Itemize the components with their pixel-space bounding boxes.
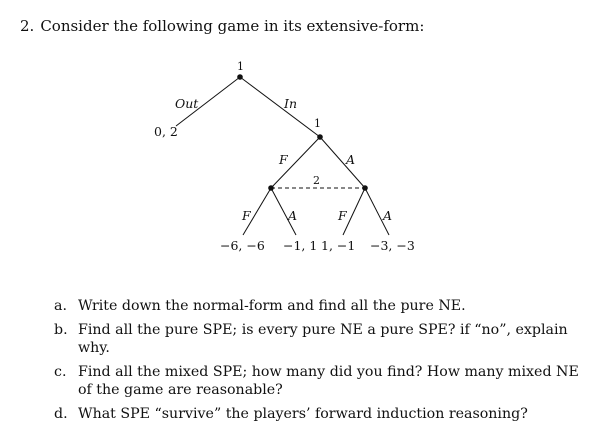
root-node: [237, 74, 243, 80]
info-node-right: [362, 185, 368, 191]
part-text: What SPE “survive” the players’ forward induction reasoning?: [78, 406, 528, 422]
part-label: b.: [54, 322, 68, 338]
payoff-out: 0, 2: [154, 124, 178, 139]
action-left-f-label: F: [242, 208, 251, 223]
payoff-af: 1, −1: [321, 238, 356, 253]
part-b: [54, 321, 584, 357]
part-d: [54, 405, 584, 423]
edge-second-a: [320, 137, 365, 188]
action-out-label: Out: [175, 96, 199, 111]
second-node: [317, 134, 323, 140]
root-player-label: 1: [237, 60, 244, 73]
second-player-label: 1: [314, 117, 321, 130]
action-second-a-label: A: [346, 152, 356, 167]
part-label: c.: [54, 364, 67, 380]
action-right-a-label: A: [383, 208, 393, 223]
question-text: Consider the following game in its extensive-form:: [40, 17, 425, 35]
info-set-player-label: 2: [313, 174, 320, 187]
part-label: a.: [54, 298, 67, 314]
part-a: [54, 297, 584, 315]
part-label: d.: [54, 406, 68, 422]
question-parts: [54, 297, 584, 429]
action-in-label: In: [284, 96, 297, 111]
payoff-ff: −6, −6: [220, 238, 265, 253]
edge-in: [240, 77, 320, 137]
question-number: 2.: [20, 17, 35, 35]
part-text: Write down the normal-form and find all the pure NE.: [78, 298, 466, 314]
part-text: Find all the pure SPE; is every pure NE a pure SPE? if “no”, explain why.: [78, 322, 568, 356]
payoff-fa: −1, 1: [283, 238, 318, 253]
part-c: [54, 363, 584, 399]
info-node-left: [268, 185, 274, 191]
payoff-aa: −3, −3: [370, 238, 415, 253]
part-text: Find all the mixed SPE; how many did you find? How many mixed NE of the game are reasonable?: [78, 364, 579, 398]
action-right-f-label: F: [338, 208, 347, 223]
action-second-f-label: F: [279, 152, 288, 167]
action-left-a-label: A: [288, 208, 298, 223]
